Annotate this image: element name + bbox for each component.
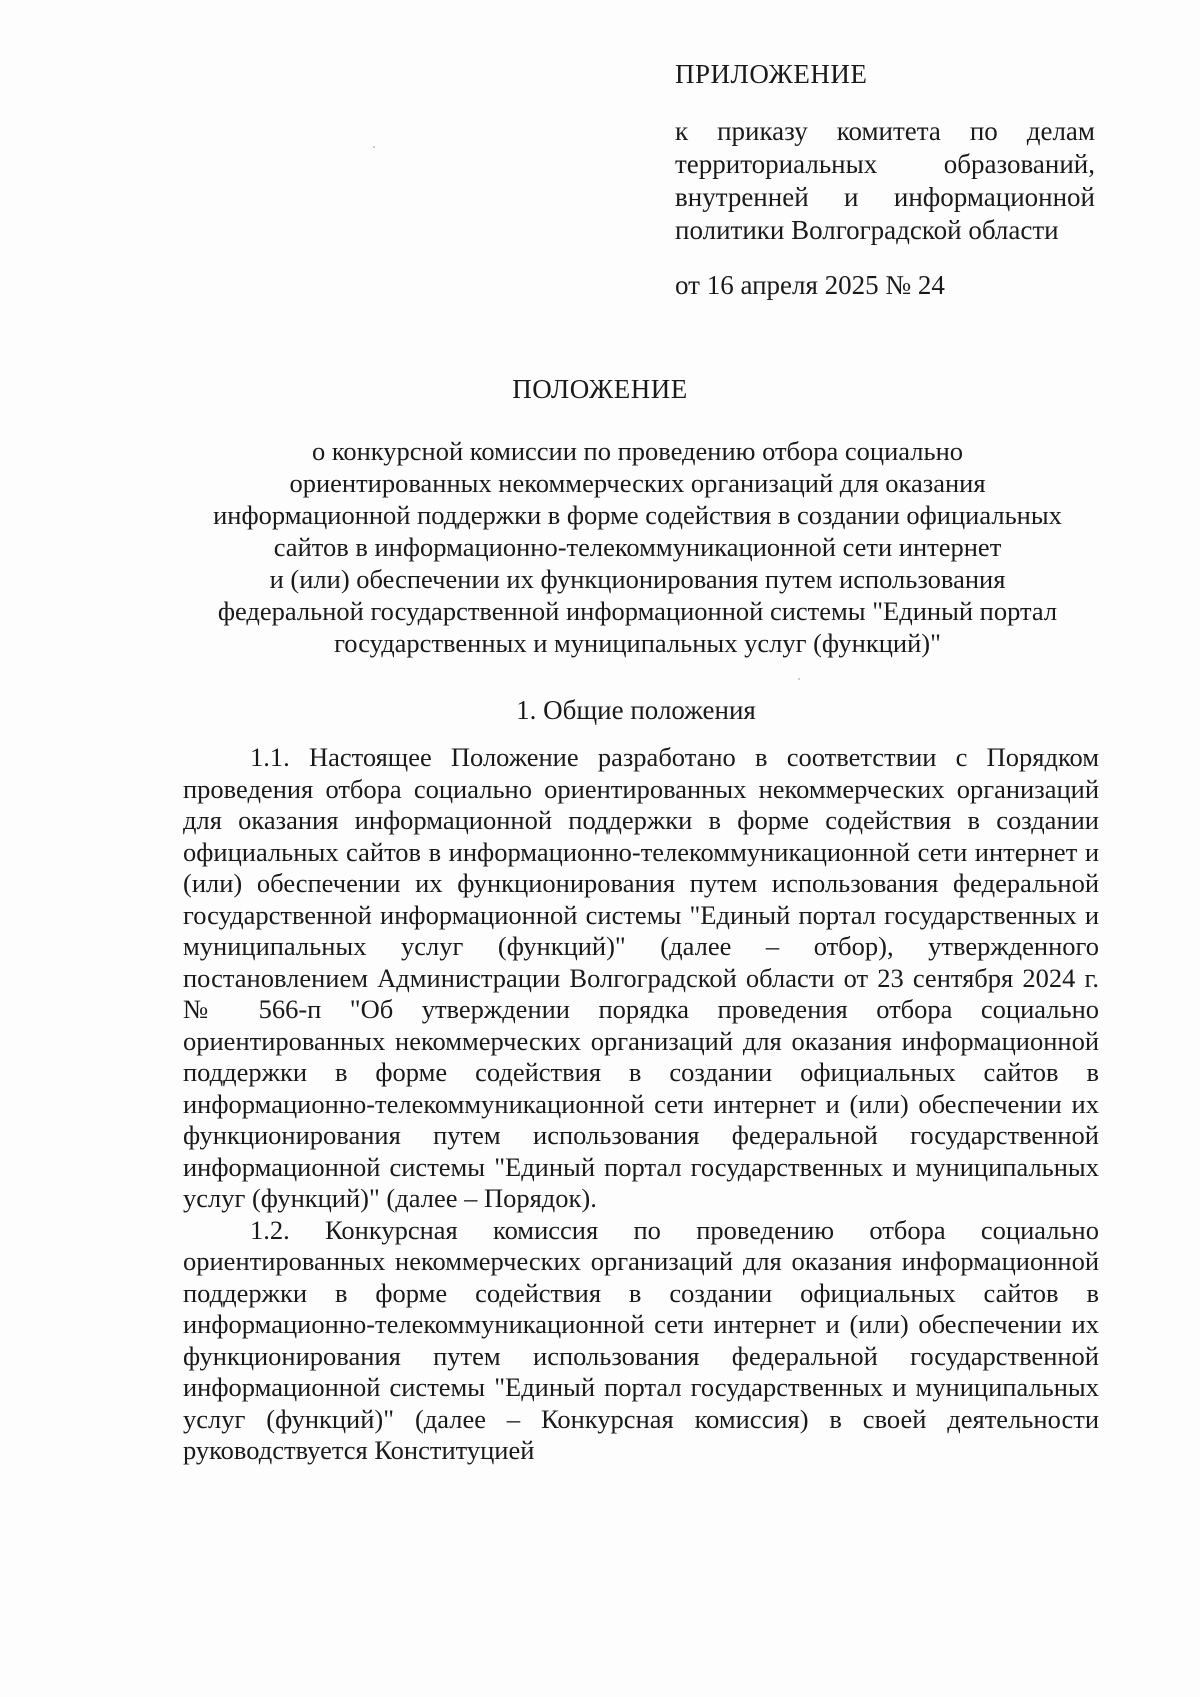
- section-body: [183, 742, 1099, 1467]
- paragraph-1-2: 1.2. Конкурсная комиссия по проведению отбора социально ориентированных некоммерческих организаций для оказания информационной поддержки в форме содействия в создании официальных сайтов в информационно-телекоммуникационной сети интернет и (или) обеспечении их функционирования путем использования федеральной государственной информационной системы "Единый портал государственных и муниципальных услуг (функций)" (далее – Конкурсная комиссия) в своей деятельности руководствуется Конституцией: [183, 1214, 1099, 1465]
- subtitle-line: информационной поддержки в форме содействия в создании официальных: [213, 500, 1062, 530]
- subtitle-line: государственных и муниципальных услуг (функций)": [334, 628, 941, 658]
- appendix-title: ПРИЛОЖЕНИЕ: [675, 59, 868, 89]
- subtitle-line: и (или) обеспечении их функционирования путем использования: [269, 564, 1006, 594]
- paragraph-1-1: 1.1. Настоящее Положение разработано в соответствии с Порядком проведения отбора социально ориентированных некоммерческих организаций для оказания информационной поддержки в форме содействия в создании официальных сайтов в информационно-телекоммуникационной сети интернет и (или) обеспечении их функционирования путем использования федеральной государственной информационной системы "Единый портал государственных и муниципальных услуг (функций)" (далее – отбор), утвержденного постановлением Администрации Волгоградской области от 23 сентября 2024 г. № 566-п "Об утверждении порядка проведения отбора социально ориентированных некоммерческих организаций для оказания информационной поддержки в форме содействия в создании официальных сайтов в информационно-телекоммуникационной сети интернет и (или) обеспечении их функционирования путем использования федеральной государственной информационной системы "Единый портал государственных и муниципальных услуг (функций)" (далее – Порядок).: [183, 742, 1099, 1213]
- subtitle-line: ориентированных некоммерческих организаций для оказания: [289, 468, 986, 498]
- appendix-block: [675, 58, 1095, 302]
- subtitle-line: о конкурсной комиссии по проведению отбора социально: [311, 436, 964, 466]
- scan-artifact: [798, 678, 800, 680]
- subtitle-line: сайтов в информационно-телекоммуникационной сети интернет: [273, 532, 1002, 562]
- section-heading: 1. Общие положения: [516, 695, 756, 725]
- subtitle-line: федеральной государственной информационной системы "Единый портал: [217, 596, 1058, 626]
- document-title: ПОЛОЖЕНИЕ: [512, 374, 688, 404]
- appendix-date: от 16 апреля 2025 № 24: [675, 270, 945, 300]
- document-subtitle: [170, 435, 1105, 659]
- scan-artifact: [373, 146, 375, 148]
- appendix-text: к приказу комитета по делам территориальных образований, внутренней и информационной политики Волгоградской области: [675, 116, 1095, 245]
